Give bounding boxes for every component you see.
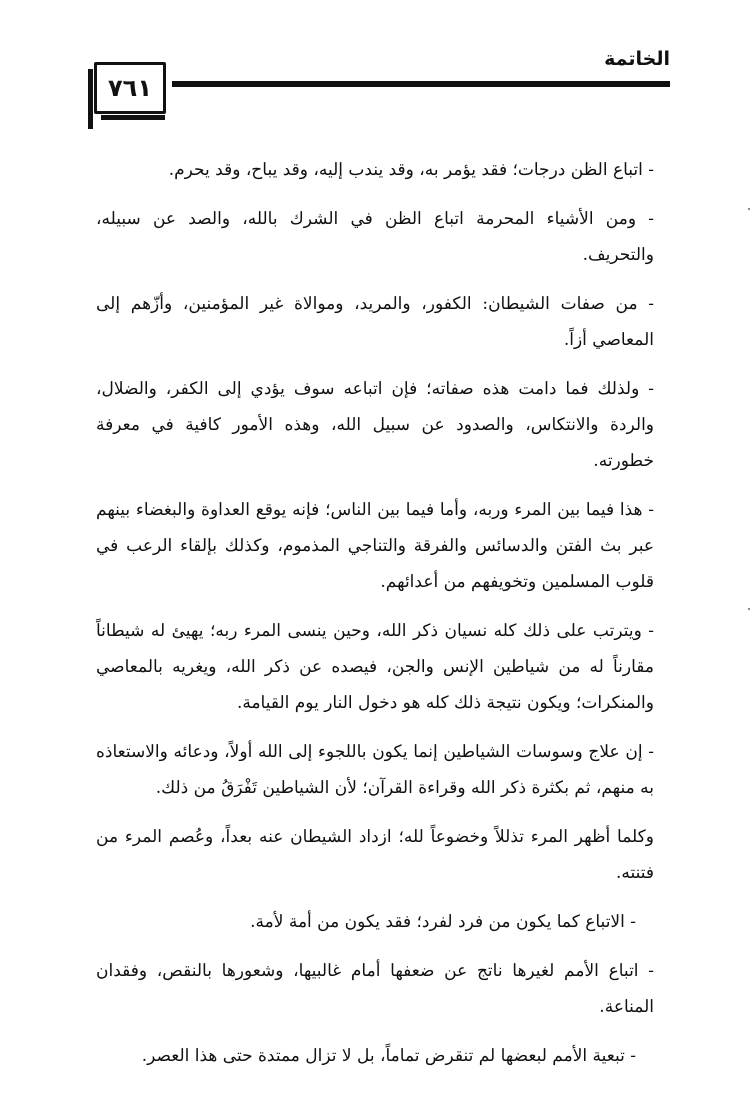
- header-rule: [172, 81, 670, 87]
- scan-speck: [748, 608, 750, 610]
- scan-speck: [748, 208, 750, 210]
- page-number: ٧٦١: [108, 74, 152, 102]
- running-title: الخاتمة: [604, 48, 670, 70]
- paragraph-4: - ولذلك فما دامت هذه صفاته؛ فإن اتباعه سوف يؤدي إلى الكفر، والضلال، والردة والانتكاس، والصدود عن سبيل الله، وهذه الأمور كافية في معرفة خطورته.: [96, 379, 654, 471]
- paragraph-10: - اتباع الأمم لغيرها ناتج عن ضعفها أمام غالبيها، وشعورها بالنقص، وفقدان المناعة.: [96, 961, 654, 1017]
- page-number-frame: [94, 62, 166, 114]
- paragraph-2: - ومن الأشياء المحرمة اتباع الظن في الشرك بالله، والصد عن سبيله، والتحريف.: [96, 209, 654, 265]
- paragraph-6: - ويترتب على ذلك كله نسيان ذكر الله، وحين ينسى المرء ربه؛ يهيئ له شيطاناً مقارناً له من شياطين الإنس والجن، فيصده عن ذكر الله، ويغريه بالمعاصي والمنكرات؛ ويكون نتيجة ذلك كله هو دخول النار يوم القيامة.: [96, 621, 655, 713]
- paragraph-1: - اتباع الظن درجات؛ فقد يؤمر به، وقد يندب إليه، وقد يباح، وقد يحرم.: [168, 160, 654, 180]
- paragraph-5: - هذا فيما بين المرء وربه، وأما فيما بين الناس؛ فإنه يوقع العداوة والبغضاء بينهم عبر بث الفتن والدسائس والفرقة والتناجي المذموم، وكذلك بإلقاء الرعب في قلوب المسلمين وتخويفهم من أعدائهم.: [96, 500, 654, 592]
- paragraph-8: وكلما أظهر المرء تذللاً وخضوعاً لله؛ ازداد الشيطان عنه بعداً، وعُصم المرء من فتنته.: [96, 827, 654, 883]
- paragraph-7: - إن علاج وسوسات الشياطين إنما يكون باللجوء إلى الله أولاً، ودعائه والاستعاذه به منهم، ثم بكثرة ذكر الله وقراءة القرآن؛ لأن الشياطين تَفْرَقُ من ذلك.: [96, 742, 654, 798]
- paragraph-3: - من صفات الشيطان: الكفور، والمريد، وموالاة غير المؤمنين، وأزّهم إلى المعاصي أزاً.: [96, 294, 654, 350]
- page-body: [96, 152, 676, 1087]
- paragraph-9: - الاتباع كما يكون من فرد لفرد؛ فقد يكون من أمة لأمة.: [250, 912, 636, 932]
- paragraph-11: - تبعية الأمم لبعضها لم تنقرض تماماً، بل لا تزال ممتدة حتى هذا العصر.: [141, 1046, 636, 1066]
- page-header: [90, 44, 670, 124]
